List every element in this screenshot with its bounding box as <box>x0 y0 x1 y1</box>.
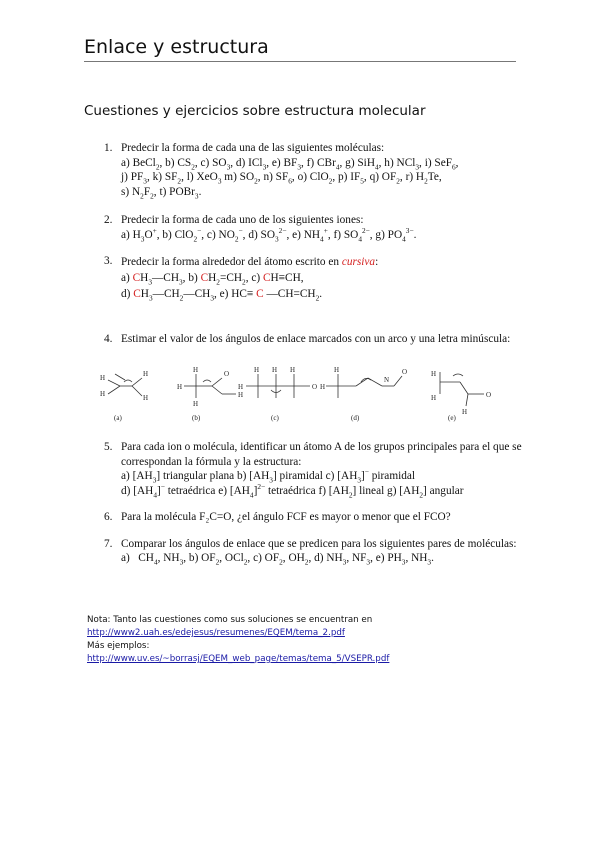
question-text: Predecir la forma alrededor del átomo escrito en cursiva: a) $CH_3—CH_3$, b) $CH_2=CH_2$, c) CH≡CH, d) $CH_3—CH_2—CH_3$, e) HC≡ C $—CH=CH_2$. <box>121 256 379 303</box>
svg-text:H: H <box>193 366 199 374</box>
section-title: Cuestiones y ejercicios sobre estructura molecular <box>84 103 426 119</box>
svg-text:H: H <box>177 383 183 391</box>
svg-text:H: H <box>334 366 340 374</box>
question-number: 7. <box>104 537 113 550</box>
svg-text:H: H <box>272 366 278 374</box>
svg-text:H: H <box>431 370 437 378</box>
svg-text:H: H <box>193 400 199 408</box>
question-number: 5. <box>104 441 113 453</box>
examples-link[interactable]: http://www.uv.es/~borrasj/EQEM_web_page/temas/tema_5/VSEPR.pdf <box>87 654 390 664</box>
more-examples-label: Más ejemplos: <box>87 641 150 651</box>
question-text: Para cada ion o molécula, identificar un átomo A de los grupos principales para el que se correspondan la fórmula y la estructura: a) $[AH_3]$ triangular plana b) $[AH_3]$ piramidal c) $[AH_3]^-$ piramidal d) $[AH_4]^-$ tetraédrica e) $[AH_4]^{2-}$ tetraédrica f) $[AH_2]$ lineal g) $[AH_2]$ angular <box>121 441 522 499</box>
svg-text:O: O <box>486 391 492 399</box>
question-list <box>104 141 524 347</box>
question-text: Comparar los ángulos de enlace que se predicen para los siguientes pares de moléculas: a) $CH_4$, $NH_3$, b) $OF_2$, OCl$_2$, c) $OF_2$, $OH_2$, d) $NH_3$, $NF_3$, e) $PH_3$, $NH_3$. <box>121 537 517 567</box>
solutions-link[interactable]: http://www2.uah.es/edejesus/resumenes/EQEM/tema_2.pdf <box>87 628 345 638</box>
question-6 <box>104 510 524 525</box>
question-text: Predecir la forma de cada una de las siguientes moléculas: a) BeCl$_2$, b) $CS_2$, c) $SO_3$, d) ICl$_3$, e) $BF_3$, f) CBr$_4$, g) SiH$_4$, h) NCl$_3$, i) SeF$_6$, j) $PF_3$, k) $SF_2$, l) XeO$_3$ m) $SO_2$, n) $SF_6$, o) ClO$_2$, p) $IF_5$, q) $OF_2$, r) $H_2Te$, s) $N_2F_2$, t) POBr$_3$. <box>121 142 459 200</box>
question-5 <box>104 440 524 498</box>
svg-text:N: N <box>384 376 390 384</box>
label-b: (b) <box>192 414 201 422</box>
question-2 <box>104 213 524 242</box>
question-text: Predecir la forma de cada uno de los siguientes iones: a) $H_3O^+$, b) ClO$_2$−, c) $NO_2^-$, d) $SO_3^{2-}$, e) $NH_4^+$, f) $SO_4^{2-}$, g) $PO_4^{3-}$. <box>121 214 417 243</box>
label-c: (c) <box>271 414 279 422</box>
molecule-d <box>326 374 402 398</box>
question-list-2 <box>104 440 524 566</box>
page-title: Enlace y estructura <box>84 36 269 58</box>
svg-text:H: H <box>462 408 468 416</box>
question-number: 3. <box>104 255 113 267</box>
note-text: Nota: Tanto las cuestiones como sus soluciones se encuentran en <box>87 615 373 625</box>
question-text: Para la molécula F₂C=O, ¿el ángulo FCF es mayor o menor que el FCO? <box>121 511 451 523</box>
svg-text:H: H <box>320 383 326 391</box>
svg-text:H: H <box>100 374 106 382</box>
question-number: 6. <box>104 511 113 523</box>
svg-text:H: H <box>143 370 149 378</box>
footnote <box>87 614 389 666</box>
svg-text:O: O <box>312 383 318 391</box>
question-7 <box>104 537 524 566</box>
svg-text:H: H <box>143 394 149 402</box>
question-text: Estimar el valor de los ángulos de enlace marcados con un arco y una letra minúscula: <box>121 333 511 345</box>
question-number: 4. <box>104 333 113 345</box>
svg-text:H: H <box>238 383 244 391</box>
label-d: (d) <box>351 414 360 422</box>
svg-text:H: H <box>238 391 244 399</box>
molecule-c <box>246 374 310 398</box>
label-e: (e) <box>448 414 456 422</box>
question-number: 1. <box>104 142 113 154</box>
molecule-a <box>108 374 142 396</box>
svg-text:H: H <box>290 366 296 374</box>
svg-text:H: H <box>254 366 260 374</box>
question-3 <box>104 254 524 302</box>
question-number: 2. <box>104 214 113 226</box>
svg-text:H: H <box>100 390 106 398</box>
question-1 <box>104 141 524 199</box>
label-a: (a) <box>114 414 122 422</box>
svg-text:H: H <box>431 394 437 402</box>
svg-text:O: O <box>224 370 230 378</box>
molecule-figures <box>88 362 508 424</box>
molecule-e <box>440 372 484 406</box>
svg-text:O: O <box>402 368 408 376</box>
title-rule <box>84 61 516 62</box>
question-4 <box>104 332 524 347</box>
